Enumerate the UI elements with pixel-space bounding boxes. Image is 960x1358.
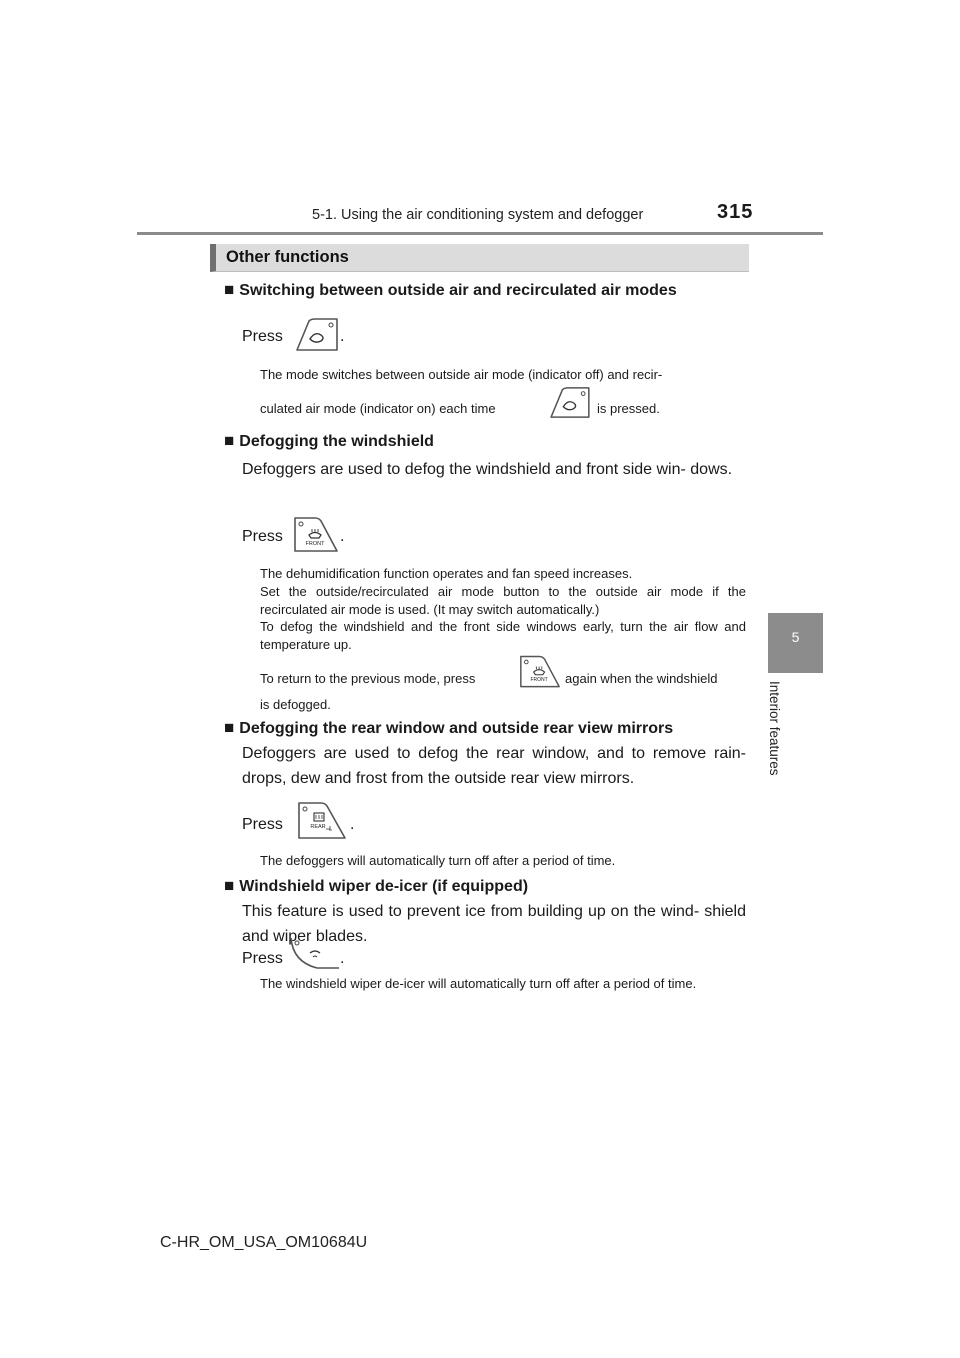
note-windshield-5: is defogged.: [260, 697, 331, 712]
note-recirculation-1: The mode switches between outside air mode (indicator off) and recir-: [260, 367, 663, 382]
press-line-rear-window: Press REAR .: [242, 816, 283, 834]
rear-defogger-button-icon: [297, 801, 347, 841]
front-defogger-button-icon: [293, 516, 339, 554]
body-windshield: Defoggers are used to defog the windshield and front side win- dows.: [242, 461, 733, 478]
item-heading-recirculation: ■ Switching between outside air and recirculated air modes: [224, 280, 677, 299]
note-windshield-1: The dehumidification function operates and fan speed increases.: [260, 566, 633, 581]
svg-text:FRONT: FRONT: [305, 541, 325, 547]
svg-text:FRONT: FRONT: [530, 677, 548, 684]
item-heading-windshield: ■ Defogging the windshield: [224, 431, 434, 450]
document-code: C-HR_OM_USA_OM10684U: [160, 1234, 368, 1251]
svg-text:REAR: REAR: [310, 824, 326, 830]
header-rule: [137, 232, 823, 235]
note-recirculation-2: culated air mode (indicator on) each time is pressed.: [260, 400, 746, 418]
note-windshield-2: Set the outside/recirculated air mode button to the outside air mode if the recirculated air mode is used. (It may switch automatically.): [260, 584, 746, 617]
press-line-wiper-deicer: Press .: [242, 950, 283, 968]
running-header: 5-1. Using the air conditioning system and defogger: [312, 207, 644, 223]
note-windshield-4: To return to the previous mode, press FRONT again when the windshield: [260, 670, 746, 688]
note-wiper-deicer-1: The windshield wiper de-icer will automatically turn off after a period of time.: [260, 976, 697, 991]
press-line-recirculation: Press .: [242, 328, 283, 346]
section-title: Other functions: [226, 248, 349, 266]
item-heading-wiper-deicer: ■ Windshield wiper de-icer (if equipped): [224, 876, 529, 895]
chapter-number: 5: [791, 629, 800, 645]
note-rear-window-1: The defoggers will automatically turn off after a period of time.: [260, 853, 616, 868]
front-defogger-button-icon: [519, 654, 561, 690]
wiper-deicer-button-icon: [289, 936, 341, 970]
recirculation-button-icon: [293, 317, 339, 353]
press-line-windshield: Press FRONT .: [242, 528, 283, 546]
body-rear-window: Defoggers are used to defog the rear window, and to remove rain- drops, dew and frost from the outside rear view mirrors.: [242, 745, 746, 787]
note-windshield-3: To defog the windshield and the front side windows early, turn the air flow and temperature up.: [260, 619, 746, 652]
recirculation-button-icon: [546, 386, 592, 420]
page-number: 315: [717, 201, 754, 223]
item-heading-rear-window: ■ Defogging the rear window and outside rear view mirrors: [224, 718, 674, 737]
section-title-band: [210, 244, 749, 272]
body-wiper-deicer: This feature is used to prevent ice from building up on the wind- shield and wiper blades.: [242, 903, 746, 945]
chapter-label: Interior features: [767, 681, 782, 776]
